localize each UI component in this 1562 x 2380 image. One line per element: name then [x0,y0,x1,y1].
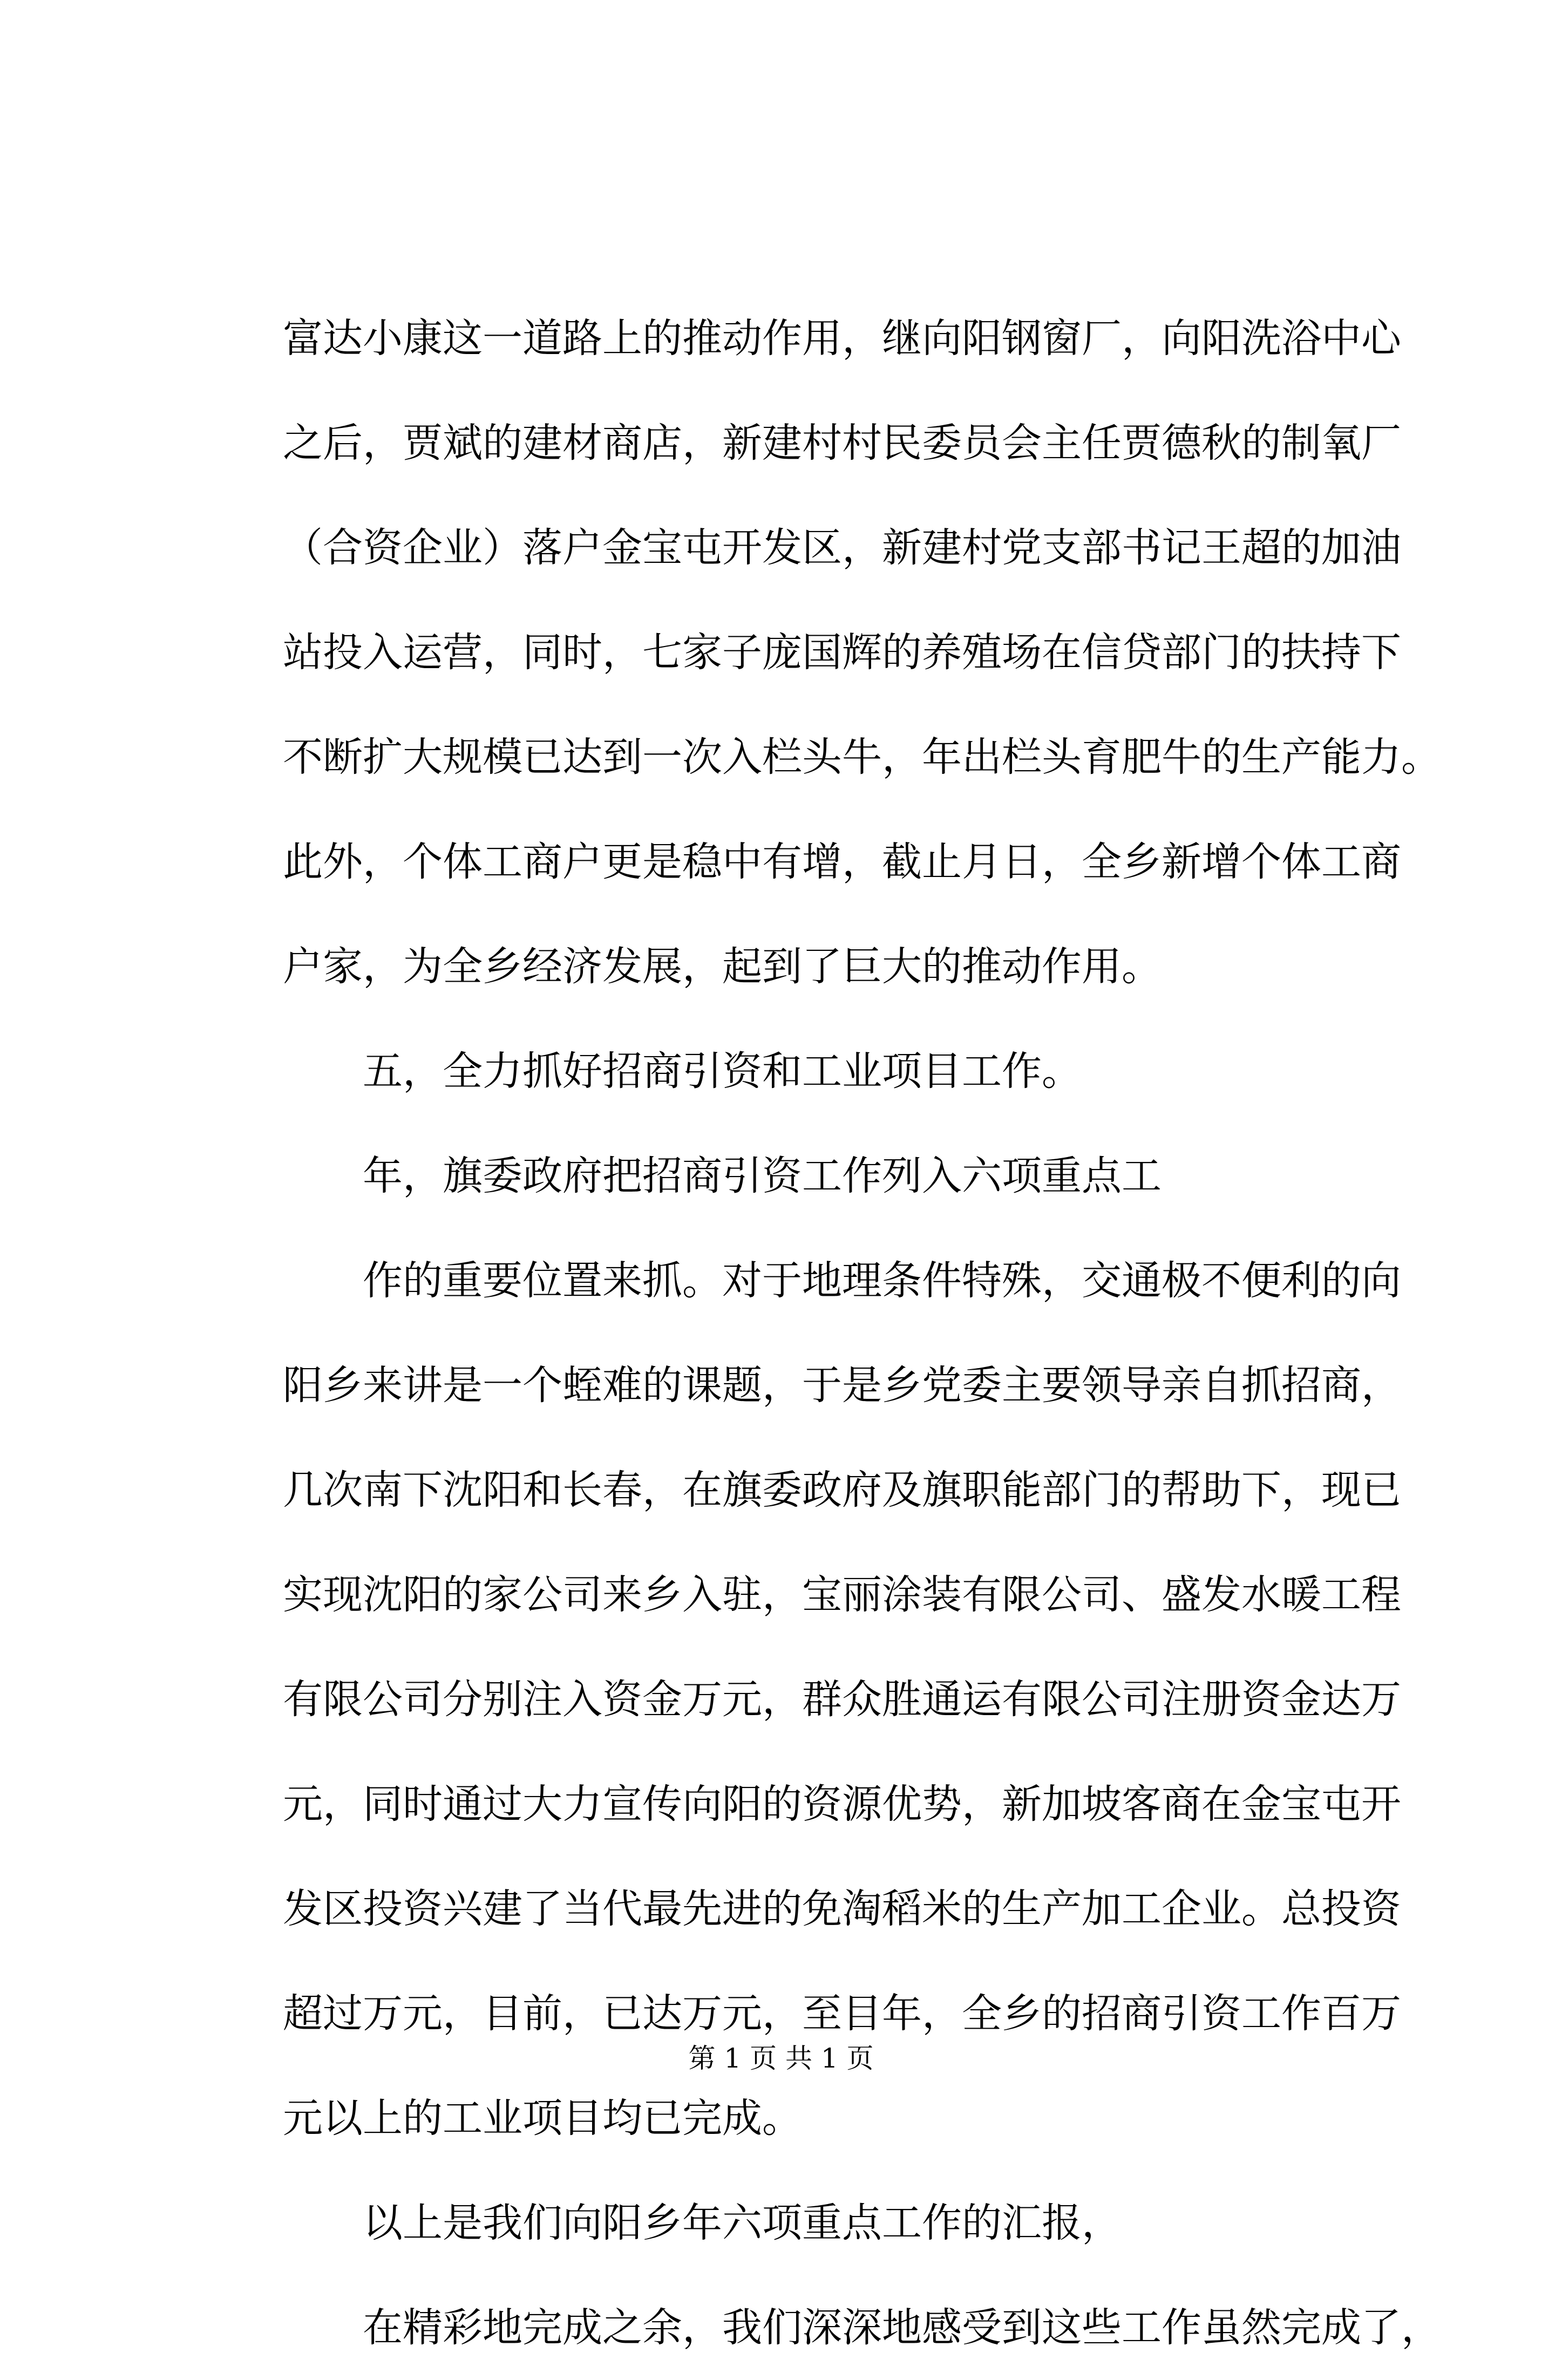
text-line: 年，旗委政府把招商引资工作列入六项重点工 [283,1153,1162,1199]
text-line: 以上是我们向阳乡年六项重点工作的汇报， [283,2200,1122,2246]
text-line: 超过万元，目前，已达万元，至目年，全乡的招商引资工作百万 [283,1990,1401,2037]
text-line: 户家，为全乡经济发展，起到了巨大的推动作用。 [283,943,1162,990]
text-line: 之后，贾斌的建材商店，新建村村民委员会主任贾德秋的制氧厂 [283,420,1401,466]
text-line: 富达小康这一道路上的推动作用，继向阳钢窗厂，向阳洗浴中心 [283,315,1401,362]
text-line: 实现沈阳的家公司来乡入驻，宝丽涂装有限公司、盛发水暖工程 [283,1572,1401,1618]
text-line: 在精彩地完成之余，我们深深地感受到这些工作虽然完成了， [283,2304,1441,2351]
text-line: 元以上的工业项目均已完成。 [283,2095,802,2141]
page-footer: 第 1 页 共 1 页 [688,2043,874,2074]
section-heading: 五，全力抓好招商引资和工业项目工作。 [283,1048,1082,1094]
text-line: 阳乡来讲是一个蛭难的课题，于是乡党委主要领导亲自抓招商， [283,1362,1401,1409]
text-line: 作的重要位置来抓。对于地理条件特殊，交通极不便利的向 [283,1257,1401,1304]
text-line: （合资企业）落户金宝屯开发区，新建村党支部书记王超的加油 [283,525,1401,571]
text-line: 此外，个体工商户更是稳中有增，截止月日，全乡新增个体工商 [283,839,1401,885]
text-line: 元，同时通过大力宣传向阳的资源优势，新加坡客商在金宝屯开 [283,1781,1401,1827]
text-line: 不断扩大规模已达到一次入栏头牛，年出栏头育肥牛的生产能力。 [283,734,1441,780]
text-line: 发区投资兴建了当代最先进的免淘稻米的生产加工企业。总投资 [283,1886,1401,1932]
text-line: 几次南下沈阳和长春，在旗委政府及旗职能部门的帮助下，现已 [283,1467,1401,1513]
text-line: 站投入运营，同时，七家子庞国辉的养殖场在信贷部门的扶持下 [283,629,1401,676]
text-line: 有限公司分别注入资金万元，群众胜通运有限公司注册资金达万 [283,1676,1401,1723]
